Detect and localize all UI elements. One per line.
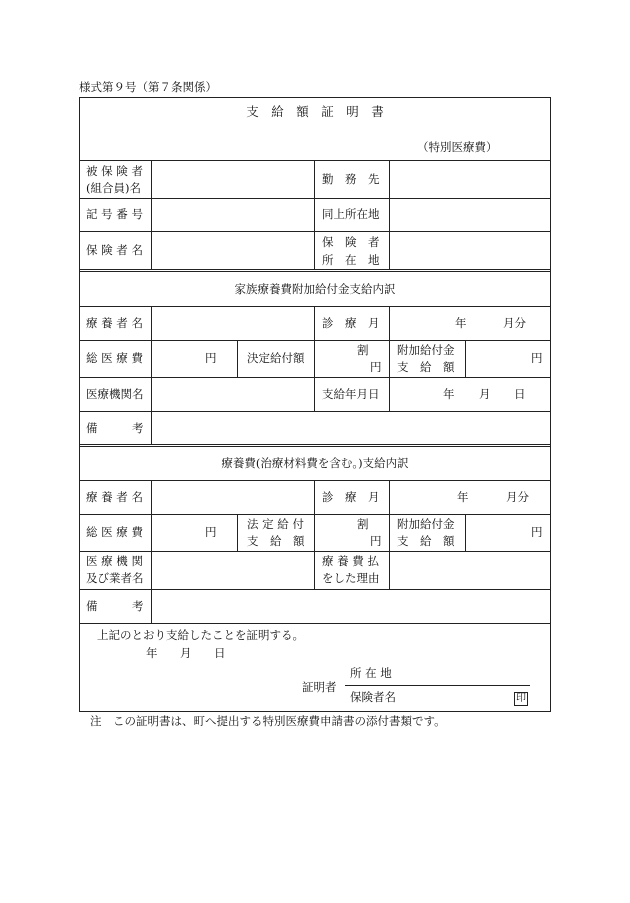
s1-decided-yen: 円: [370, 360, 382, 374]
s2-label-extra-line2: 支 給 額: [397, 534, 455, 548]
s2-label-legal-line1: 法 定 給 付: [247, 517, 304, 531]
s1-label-institution: 医療機関名: [86, 387, 144, 401]
s2-exam-year-unit: 年: [457, 490, 469, 504]
s2-extra-yen: 円: [531, 525, 543, 539]
label-insured-line1: 被 保 険 者: [86, 164, 143, 178]
field-symbol-number[interactable]: [152, 199, 314, 231]
s2-exam-month-unit: 月分: [506, 490, 529, 504]
form-number: 様式第９号（第７条関係）: [79, 80, 217, 94]
s1-paid-month-unit: 月: [479, 387, 491, 401]
s1-field-institution[interactable]: [152, 378, 314, 411]
s2-field-total-cost[interactable]: [152, 515, 237, 551]
s1-field-total-cost[interactable]: [152, 341, 237, 377]
cert-day-unit: 日: [214, 646, 226, 660]
s1-exam-month-unit: 月分: [503, 316, 526, 330]
cert-field-address[interactable]: [400, 664, 530, 684]
section1-title: 家族療養費附加給付金支給内訳: [234, 282, 396, 296]
form-subtitle: （特別医療費）: [417, 140, 498, 154]
label-workplace: 勤 務 先: [322, 172, 380, 186]
section2-title: 療養費(治療材料費を含む。)支給内訳: [221, 456, 409, 470]
cert-month-unit: 月: [180, 646, 192, 660]
s2-label-legal-line2: 支 給 額: [247, 534, 305, 548]
s1-total-cost-yen: 円: [205, 351, 217, 365]
cert-label-address: 所 在 地: [350, 666, 392, 680]
s1-label-remarks: 備 考: [86, 421, 144, 435]
s1-extra-yen: 円: [531, 351, 543, 365]
field-insured-name[interactable]: [152, 161, 314, 198]
s1-label-extra-line2: 支 給 額: [397, 360, 455, 374]
s2-total-cost-yen: 円: [205, 525, 217, 539]
s1-label-exam-month: 診 療 月: [322, 316, 380, 330]
field-workplace-address[interactable]: [390, 199, 550, 231]
s1-decided-wari: 割: [357, 343, 369, 357]
s1-label-extra-line1: 附加給付金: [397, 343, 455, 357]
cert-year-unit: 年: [146, 646, 158, 660]
s2-label-extra-line1: 附加給付金: [397, 517, 455, 531]
s2-label-patient: 療 養 者 名: [86, 490, 143, 504]
s1-label-total-cost: 総 医 療 費: [86, 351, 143, 365]
s2-label-exam-month: 診 療 月: [322, 490, 380, 504]
s1-field-remarks[interactable]: [152, 412, 550, 444]
label-same-address: 同上所在地: [322, 207, 380, 221]
field-insurer-address[interactable]: [390, 232, 550, 269]
seal-mark: 印: [516, 693, 526, 704]
s2-label-remarks: 備 考: [86, 599, 144, 613]
label-symbol-number: 記 号 番 号: [86, 207, 143, 221]
s2-field-remarks[interactable]: [152, 590, 550, 623]
s2-label-institution-line2: 及び業者名: [86, 571, 144, 585]
s1-paid-year-unit: 年: [443, 387, 455, 401]
label-insured-line2: (組合員)名: [86, 181, 141, 195]
footnote: 注 この証明書は、町へ提出する特別医療費申請書の添付書類です。: [90, 714, 446, 728]
s2-label-reason-line2: をした理由: [322, 571, 380, 585]
label-insurer-address-line1: 保 険 者: [322, 235, 380, 249]
label-insurer-name: 保 険 者 名: [86, 243, 143, 257]
s2-field-patient[interactable]: [152, 481, 314, 514]
s2-legal-wari: 割: [357, 517, 369, 531]
s2-label-total-cost: 総 医 療 費: [86, 525, 143, 539]
label-insurer-address-line2: 所 在 地: [322, 253, 380, 267]
certification-statement: 上記のとおり支給したことを証明する。: [97, 628, 304, 642]
s2-field-institution[interactable]: [152, 552, 314, 589]
s1-paid-day-unit: 日: [514, 387, 526, 401]
cert-label-certifier: 証明者: [302, 680, 337, 694]
cert-label-insurer: 保険者名: [350, 690, 396, 704]
s1-field-patient[interactable]: [152, 307, 314, 340]
s1-exam-year-unit: 年: [455, 316, 467, 330]
s1-label-patient: 療 養 者 名: [86, 316, 143, 330]
s1-label-paid-date: 支給年月日: [322, 387, 380, 401]
form-title: 支 給 額 証 明 書: [246, 104, 384, 119]
s2-field-reason[interactable]: [390, 552, 550, 589]
field-workplace[interactable]: [390, 161, 550, 198]
field-insurer-name[interactable]: [152, 232, 314, 269]
s2-label-institution-line1: 医 療 機 関: [86, 554, 143, 568]
s1-label-decided-amount: 決定給付額: [247, 351, 305, 365]
s2-label-reason-line1: 療 養 費 払: [322, 554, 379, 568]
cert-field-insurer[interactable]: [410, 688, 510, 708]
s2-legal-yen: 円: [370, 534, 382, 548]
